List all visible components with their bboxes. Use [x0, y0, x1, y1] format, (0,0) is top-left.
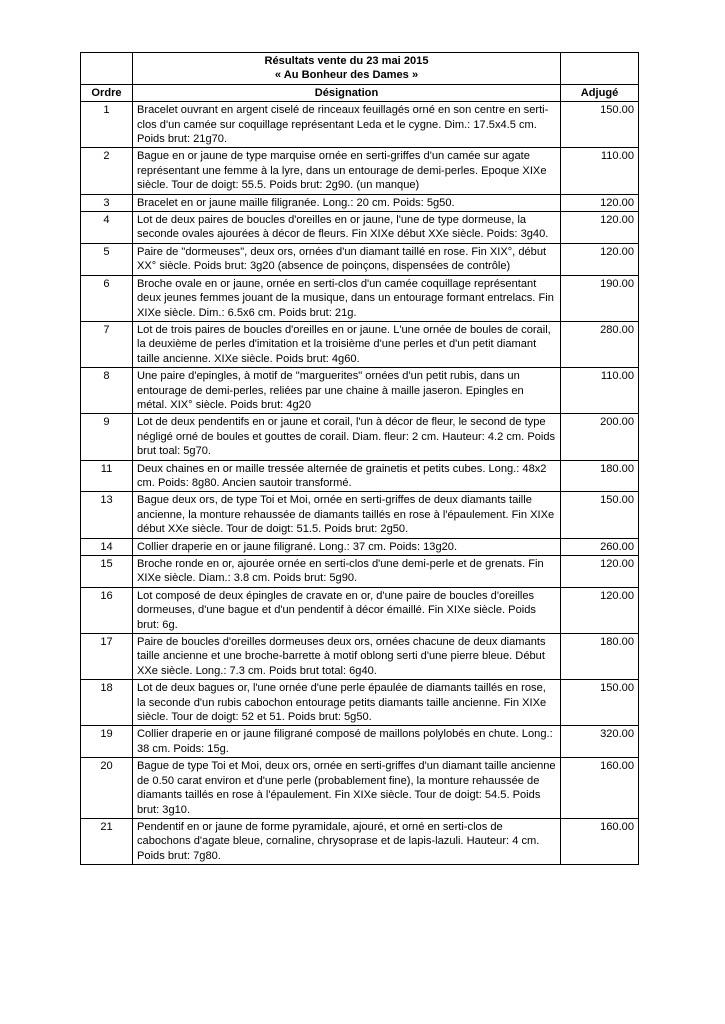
- lot-price-cell: 120.00: [561, 194, 639, 211]
- title-row: [81, 53, 639, 85]
- lot-number-cell: 18: [81, 680, 133, 726]
- lot-price-cell: 160.00: [561, 818, 639, 864]
- title-blank-left: [81, 53, 133, 85]
- lot-number-cell: 2: [81, 148, 133, 194]
- table-row: [81, 275, 639, 321]
- lot-designation-cell: Lot de deux pendentifs en or jaune et corail, l'un à décor de fleur, le second de type négligé orné de boules et gouttes de corail. Diam. fleur: 2 cm. Hauteur: 4.2 cm. Poids brut toal: 5g70.: [133, 414, 561, 460]
- lot-number-cell: 15: [81, 556, 133, 588]
- lot-number-cell: 17: [81, 634, 133, 680]
- table-row: [81, 492, 639, 538]
- lot-number-cell: 20: [81, 758, 133, 819]
- lot-designation-cell: Pendentif en or jaune de forme pyramidale, ajouré, et orné en serti-clos de cabochons d'agate bleue, cornaline, chrysoprase et de lapis-lazuli. Hauteur: 4 cm. Poids brut: 7g80.: [133, 818, 561, 864]
- table-row: [81, 538, 639, 555]
- lot-price-cell: 260.00: [561, 538, 639, 555]
- lot-price-cell: 320.00: [561, 726, 639, 758]
- lot-designation-cell: Bracelet ouvrant en argent ciselé de rinceaux feuillagés orné en son centre en serti-clos d'un camée sur coquillage représentant Leda et le cygne. Dim.: 17.5x4.5 cm. Poids brut: 21g70.: [133, 102, 561, 148]
- table-row: [81, 680, 639, 726]
- column-header-row: [81, 84, 639, 101]
- lot-number-cell: 19: [81, 726, 133, 758]
- lot-number-cell: 21: [81, 818, 133, 864]
- lot-price-cell: 200.00: [561, 414, 639, 460]
- lot-designation-cell: Deux chaines en or maille tressée alternée de grainetis et petits cubes. Long.: 48x2 cm. Poids: 8g80. Ancien sautoir transformé.: [133, 460, 561, 492]
- lot-number-cell: 7: [81, 321, 133, 367]
- lot-price-cell: 150.00: [561, 102, 639, 148]
- lot-designation-cell: Bague deux ors, de type Toi et Moi, ornée en serti-griffes de deux diamants taille ancienne, la monture rehaussée de diamants taillés en rose à l'épaulement. Fin XIXe début XXe siècle. Tour de doigt: 51.5. Poids brut: 2g50.: [133, 492, 561, 538]
- lot-number-cell: 14: [81, 538, 133, 555]
- lot-designation-cell: Bague en or jaune de type marquise ornée en serti-griffes d'un camée sur agate représentant une femme à la lyre, dans un entourage de demi-perles. Epoque XIXe siècle. Tour de doigt: 55.5. Poids brut: 2g90. (un manque): [133, 148, 561, 194]
- lot-number-cell: 9: [81, 414, 133, 460]
- lot-price-cell: 190.00: [561, 275, 639, 321]
- lot-price-cell: 280.00: [561, 321, 639, 367]
- lot-designation-cell: Lot de trois paires de boucles d'oreilles en or jaune. L'une ornée de boules de corail, la deuxième de perles d'imitation et la troisième d'une perles et d'un petit diamant taille ancienne. XIXe siècle. Poids brut: 4g60.: [133, 321, 561, 367]
- table-row: [81, 321, 639, 367]
- table-row: [81, 556, 639, 588]
- title-line-2: « Au Bonheur des Dames »: [274, 69, 419, 82]
- table-row: [81, 148, 639, 194]
- lot-designation-cell: Collier draperie en or jaune filigrané. Long.: 37 cm. Poids: 13g20.: [133, 538, 561, 555]
- lot-price-cell: 160.00: [561, 758, 639, 819]
- table-row: [81, 368, 639, 414]
- lot-price-cell: 110.00: [561, 148, 639, 194]
- lot-number-cell: 4: [81, 212, 133, 244]
- lot-designation-cell: Lot de deux paires de boucles d'oreilles en or jaune, l'une de type dormeuse, la seconde ovales ajourées à décor de fleurs. Fin XIXe début XXe siècle. Poids: 3g40.: [133, 212, 561, 244]
- lot-price-cell: 120.00: [561, 212, 639, 244]
- lot-price-cell: 180.00: [561, 634, 639, 680]
- column-header-adjuge: Adjugé: [561, 84, 639, 101]
- lot-price-cell: 150.00: [561, 492, 639, 538]
- lot-number-cell: 6: [81, 275, 133, 321]
- lot-number-cell: 16: [81, 587, 133, 633]
- table-row: [81, 243, 639, 275]
- lot-number-cell: 8: [81, 368, 133, 414]
- table-row: [81, 818, 639, 864]
- lot-price-cell: 120.00: [561, 587, 639, 633]
- results-table: [80, 52, 639, 865]
- lot-price-cell: 120.00: [561, 556, 639, 588]
- column-header-designation: Désignation: [133, 84, 561, 101]
- table-row: [81, 634, 639, 680]
- lot-number-cell: 11: [81, 460, 133, 492]
- lot-number-cell: 1: [81, 102, 133, 148]
- lot-designation-cell: Bracelet en or jaune maille filigranée. Long.: 20 cm. Poids: 5g50.: [133, 194, 561, 211]
- lot-designation-cell: Une paire d'epingles, à motif de "marguerites" ornées d'un petit rubis, dans un entourage de demi-perles, reliées par une chaine à maille jaseron. Epingles en métal. XIX° siècle. Poids brut: 4g20: [133, 368, 561, 414]
- lot-price-cell: 110.00: [561, 368, 639, 414]
- lot-designation-cell: Broche ronde en or, ajourée ornée en serti-clos d'une demi-perle et de grenats. Fin XIXe siècle. Diam.: 3.8 cm. Poids brut: 5g90.: [133, 556, 561, 588]
- table-row: [81, 102, 639, 148]
- lot-price-cell: 120.00: [561, 243, 639, 275]
- lot-designation-cell: Broche ovale en or jaune, ornée en serti-clos d'un camée coquillage représentant deux jeunes femmes jouant de la musique, dans un entourage formant entrelacs. Fin XIXe siècle. Dim.: 6.5x6 cm. Poids brut: 21g.: [133, 275, 561, 321]
- lot-designation-cell: Collier draperie en or jaune filigrané composé de maillons polylobés en chute. Long.: 38 cm. Poids: 15g.: [133, 726, 561, 758]
- table-row: [81, 460, 639, 492]
- table-row: [81, 194, 639, 211]
- table-row: [81, 726, 639, 758]
- title-blank-right: [561, 53, 639, 85]
- column-header-ordre: Ordre: [81, 84, 133, 101]
- table-row: [81, 212, 639, 244]
- lot-designation-cell: Paire de "dormeuses", deux ors, ornées d'un diamant taillé en rose. Fin XIX°, début XX° siècle. Poids brut: 3g20 (absence de poinçons, dispensées de contrôle): [133, 243, 561, 275]
- lot-number-cell: 13: [81, 492, 133, 538]
- lot-designation-cell: Paire de boucles d'oreilles dormeuses deux ors, ornées chacune de deux diamants taille ancienne et une broche-barrette à motif oblong serti d'une pierre bleue. Début XXe siècle. Long.: 7.3 cm. Poids brut total: 6g40.: [133, 634, 561, 680]
- lot-price-cell: 180.00: [561, 460, 639, 492]
- document-page: [80, 52, 638, 865]
- lot-price-cell: 150.00: [561, 680, 639, 726]
- lot-designation-cell: Bague de type Toi et Moi, deux ors, ornée en serti-griffes d'un diamant taille ancienne de 0.50 carat environ et d'une perle (probablement fine), la monture rehaussée de diamants taillés en rose à l'épaulement. Fin XIXe siècle. Tour de doigt: 54.5. Poids brut: 3g10.: [133, 758, 561, 819]
- document-title: [133, 53, 561, 85]
- lot-number-cell: 5: [81, 243, 133, 275]
- lot-number-cell: 3: [81, 194, 133, 211]
- table-row: [81, 758, 639, 819]
- table-row: [81, 414, 639, 460]
- title-line-1: Résultats vente du 23 mai 2015: [264, 55, 429, 67]
- lot-designation-cell: Lot composé de deux épingles de cravate en or, d'une paire de boucles d'oreilles dormeuses, d'une bague et d'un pendentif à décor émaillé. Fin XIXe siècle. Poids brut: 6g.: [133, 587, 561, 633]
- lot-designation-cell: Lot de deux bagues or, l'une ornée d'une perle épaulée de diamants taillés en rose, la seconde d'un rubis cabochon entourage petits diamants taille ancienne. Fin XIXe siècle. Tour de doigt: 52 et 51. Poids brut: 5g50.: [133, 680, 561, 726]
- table-row: [81, 587, 639, 633]
